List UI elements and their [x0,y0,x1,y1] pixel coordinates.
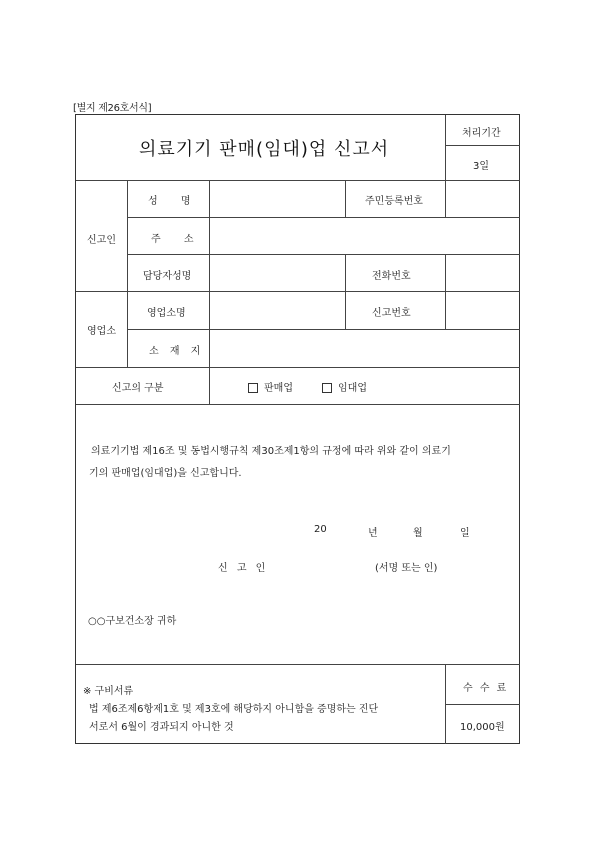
addressee: ○○구보건소장 귀하 [88,616,177,627]
report-number-label: 신고번호 [372,308,411,319]
date-year: 년 [368,528,378,539]
resident-number-field[interactable] [446,181,520,217]
name-label: 성 명 [148,196,201,207]
business-name-field[interactable] [210,292,345,329]
declaration-line-2: 기의 판매업(임대업)을 신고합니다. [89,468,242,479]
processing-period-value: 3일 [473,161,490,172]
option-sales[interactable] [248,379,293,394]
sales-label: 판매업 [264,383,293,394]
option-rental[interactable] [322,379,367,394]
report-form [75,114,520,744]
required-documents-line-1: 법 제6조제6항제1호 및 제3호에 해당하지 아니함을 증명하는 진단 [89,704,379,715]
applicant-section-label: 신고인 [87,235,116,246]
divider [345,180,346,217]
manager-name-label: 담당자성명 [143,271,192,282]
sales-checkbox[interactable] [248,383,258,393]
phone-label: 전화번호 [372,271,411,282]
address-label: 주 소 [151,234,204,245]
divider [76,664,520,665]
address-field[interactable] [210,218,520,254]
date-month: 월 [413,528,423,539]
date-year-prefix: 20 [314,524,327,535]
resident-number-label: 주민등록번호 [365,196,423,207]
divider [445,704,520,705]
business-name-label: 영업소명 [147,308,186,319]
date-day: 일 [460,528,470,539]
required-documents-label: ※ 구비서류 [83,686,134,697]
name-field[interactable] [210,181,345,217]
divider [209,367,210,404]
phone-field[interactable] [446,255,520,291]
fee-value: 10,000원 [460,722,505,733]
form-number-label: [별지 제26호서식] [73,103,152,114]
business-section-label: 영업소 [87,326,116,337]
location-label: 소 재 지 [149,346,205,357]
divider [345,254,346,291]
signature-note: (서명 또는 인) [375,563,438,574]
signature-label: 신 고 인 [218,563,269,574]
required-documents-line-2: 서로서 6월이 경과되지 아니한 것 [89,722,234,733]
fee-label: 수 수 료 [463,683,509,694]
rental-checkbox[interactable] [322,383,332,393]
divider [445,115,446,180]
declaration-line-1: 의료기기법 제16조 및 동법시행규칙 제30조제1항의 규정에 따라 위와 같이 의료기 [91,446,451,457]
form-title: 의료기기 판매(임대)업 신고서 [139,139,390,160]
report-type-label: 신고의 구분 [112,383,164,394]
divider [445,145,520,146]
divider [127,180,128,367]
divider [76,367,520,368]
divider [76,404,520,405]
location-field[interactable] [210,330,520,367]
report-number-field[interactable] [446,292,520,329]
divider [345,291,346,329]
manager-name-field[interactable] [210,255,345,291]
processing-period-label: 처리기간 [462,128,501,139]
rental-label: 임대업 [338,383,367,394]
